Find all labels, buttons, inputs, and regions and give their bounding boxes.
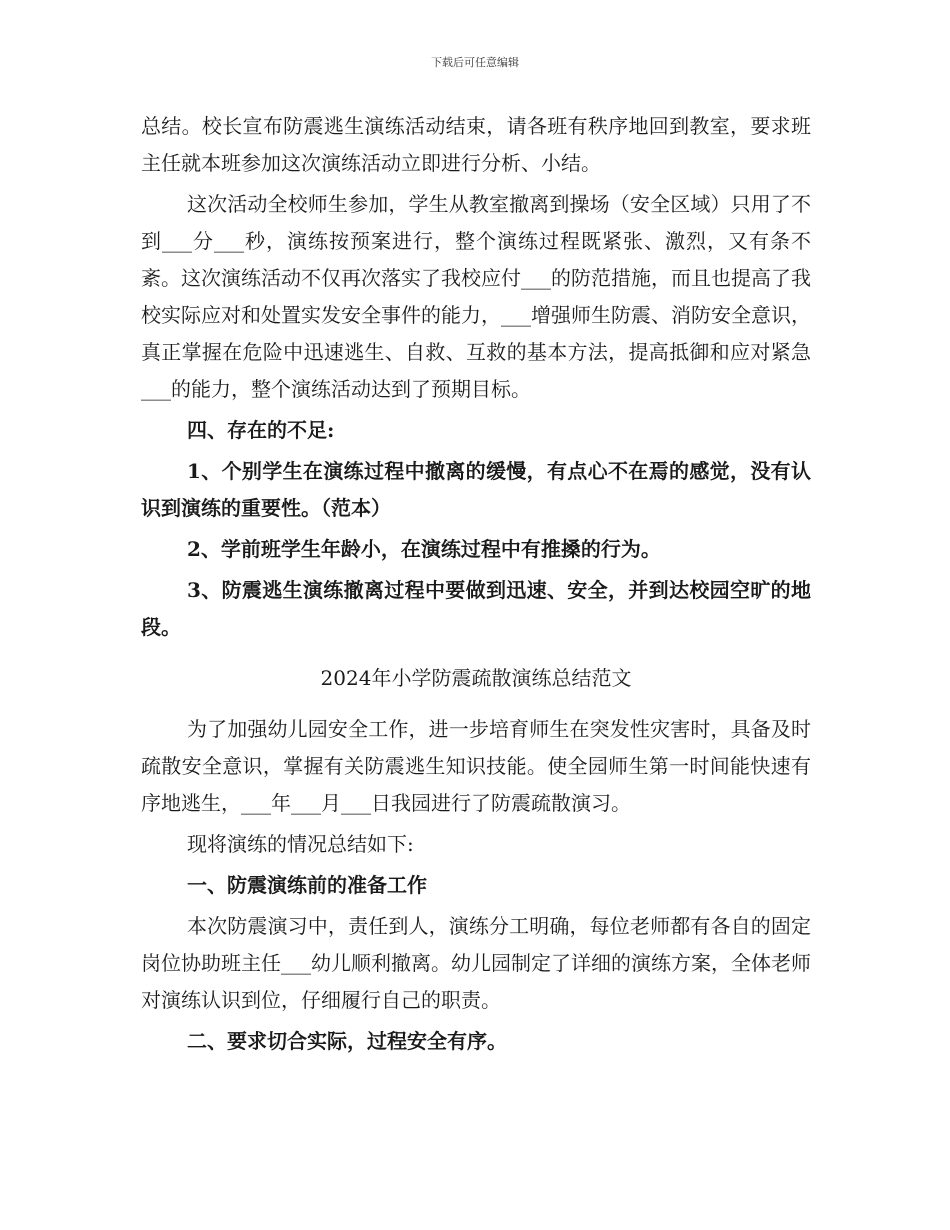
- paragraph-preparation: 本次防震演习中，责任到人，演练分工明确，每位老师都有各自的固定岗位协助班主任___幼儿顺利撤离。幼儿园制定了详细的演练方案，全体老师对演练认识到位，仔细履行自己的职责。: [141, 914, 811, 1012]
- page-header-note: 下载后可任意编辑: [431, 56, 519, 69]
- paragraph-intro: 为了加强幼儿园安全工作，进一步培育师生在突发性灾害时，具备及时疏散安全意识，掌握有关防震逃生知识技能。使全园师生第一时间能快速有序地逃生，___年___月___日我园进行了防震疏散演习。: [141, 717, 811, 815]
- paragraph-summary-end: 总结。校长宣布防震逃生演练活动结束，请各班有秩序地回到教室，要求班主任就本班参加这次演练活动立即进行分析、小结。: [141, 114, 811, 175]
- paragraph-activity-result: 这次活动全校师生参加，学生从教室撤离到操场（安全区域）只用了不到___分___秒，演练按预案进行，整个演练过程既紧张、激烈，又有条不紊。这次演练活动不仅再次落实了我校应付___的防范措施，而且也提高了我校实际应对和处置实发安全事件的能力，___增强师生防震、消防安全意识，真正掌握在危险中迅速逃生、自救、互救的基本方法，提高抵御和应对紧急___的能力，整个演练活动达到了预期目标。: [141, 192, 811, 401]
- document-body: [141, 108, 811, 1060]
- heading-preparation: 一、防震演练前的准备工作: [187, 873, 427, 897]
- shortcoming-item-1: 1、个别学生在演练过程中撤离的缓慢，有点心不在焉的感觉，没有认识到演练的重要性。（范本）: [141, 459, 811, 520]
- shortcoming-item-3: 3、防震逃生演练撤离过程中要做到迅速、安全，并到达校园空旷的地段。: [141, 578, 811, 639]
- shortcoming-item-2: 2、学前班学生年龄小，在演练过程中有推搡的行为。: [187, 537, 661, 561]
- section-title: 2024年小学防震疏散演练总结范文: [320, 666, 632, 690]
- heading-shortcomings: 四、存在的不足:: [187, 418, 335, 442]
- heading-requirements: 二、要求切合实际，过程安全有序。: [187, 1029, 507, 1053]
- paragraph-summary-lead: 现将演练的情况总结如下:: [187, 832, 414, 856]
